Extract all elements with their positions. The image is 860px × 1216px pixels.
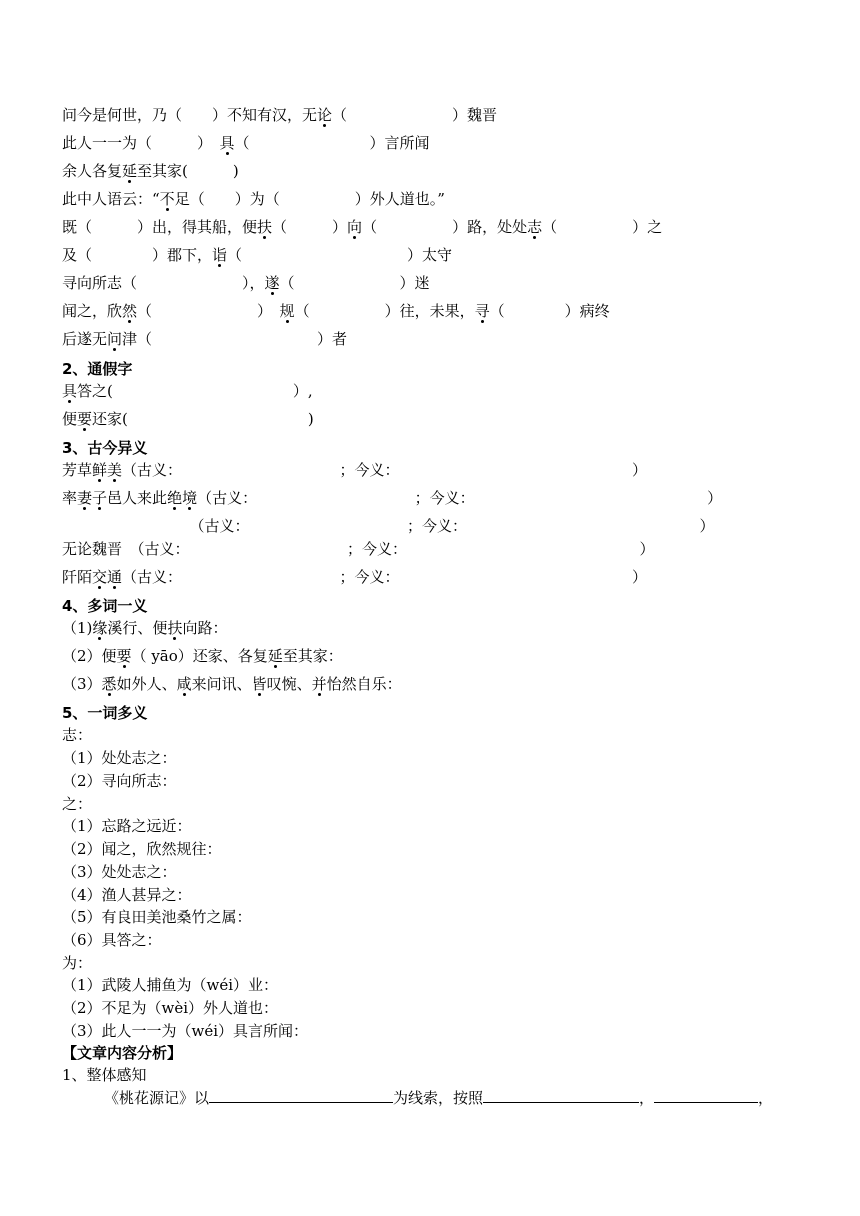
word-head-zhi: 志： <box>62 726 93 744</box>
zhi2-line: （3）处处志之： <box>62 863 177 881</box>
vocab-line: 及（ ）郡下，诣（ ）太守 <box>62 246 453 264</box>
zhi2-line: （4）渔人甚异之： <box>62 886 192 904</box>
zhi-line: （2）寻向所志： <box>62 772 177 790</box>
section-title-tongjiazi: 2、通假字 <box>62 360 133 378</box>
tongjiazi-line: 便要还家( ) <box>62 410 314 428</box>
vocab-line: 后遂无问津（ ）者 <box>62 330 348 348</box>
duociyiyi-line: （1)缘溪行、便扶向路： <box>62 619 228 637</box>
zhi2-line: （6）具答之： <box>62 931 162 949</box>
gujin-line: 无论魏晋 （古义： ；今义： ） <box>62 540 655 558</box>
wei-line: （1）武陵人捕鱼为（wéi）业： <box>62 976 279 994</box>
duociyiyi-line: （3）悉如外人、咸来问讯、皆叹惋、并怡然自乐： <box>62 675 402 693</box>
wei-line: （3）此人一一为（wéi）具言所闻： <box>62 1022 309 1040</box>
gujin-line: 芳草鲜美（古义： ；今义： ） <box>62 461 648 479</box>
section-title-duociyiyi: 4、多词一义 <box>62 597 148 615</box>
vocab-line: 此人一一为（ ） 具（ ）言所闻 <box>62 134 430 152</box>
gujin-line: 阡陌交通（古义： ；今义： ） <box>62 568 648 586</box>
section-title-analysis: 【文章内容分析】 <box>62 1044 183 1062</box>
word-head-zhi2: 之： <box>62 795 93 813</box>
vocab-line: 闻之，欣然（ ） 规（ ）往，未果，寻（ ）病终 <box>62 302 610 320</box>
gujin-line: 率妻子邑人来此绝境（古义： ；今义： ） <box>62 489 723 507</box>
vocab-line: 余人各复延至其家( ) <box>62 162 239 180</box>
word-head-wei: 为： <box>62 954 93 972</box>
section-title-yiciduoyi: 5、一词多义 <box>62 704 148 722</box>
vocab-line: 寻向所志（ ），遂（ ）迷 <box>62 274 430 292</box>
gujin-line: （古义： ；今义： ） <box>62 517 715 535</box>
zhi2-line: （1）忘路之远近： <box>62 817 192 835</box>
vocab-line: 问今是何世，乃（ ）不知有汉，无论（ ）魏晋 <box>62 106 498 124</box>
zhi2-line: （2）闻之，欣然规往： <box>62 840 222 858</box>
answer-blank[interactable] <box>654 1088 758 1103</box>
section-title-gujin: 3、古今异义 <box>62 439 148 457</box>
zhi2-line: （5）有良田美池桑竹之属： <box>62 908 252 926</box>
duociyiyi-line: （2）便要（ yāo）还家、各复延至其家： <box>62 647 343 665</box>
tongjiazi-line: 具答之( ）, <box>62 382 313 400</box>
zhi-line: （1）处处志之： <box>62 749 177 767</box>
overall-paragraph: 《桃花源记》以 为线索，按照 ， ， <box>104 1089 774 1107</box>
vocab-line: 此中人语云：“不足（ ）为（ ）外人道也。” <box>62 190 445 208</box>
answer-blank[interactable] <box>483 1088 639 1103</box>
answer-blank[interactable] <box>209 1088 393 1103</box>
wei-line: （2）不足为（wèi）外人道也： <box>62 999 279 1017</box>
subsection-title-overall: 1、整体感知 <box>62 1066 147 1084</box>
vocab-line: 既（ ）出，得其船，便扶（ ）向（ ）路，处处志（ ）之 <box>62 218 663 236</box>
